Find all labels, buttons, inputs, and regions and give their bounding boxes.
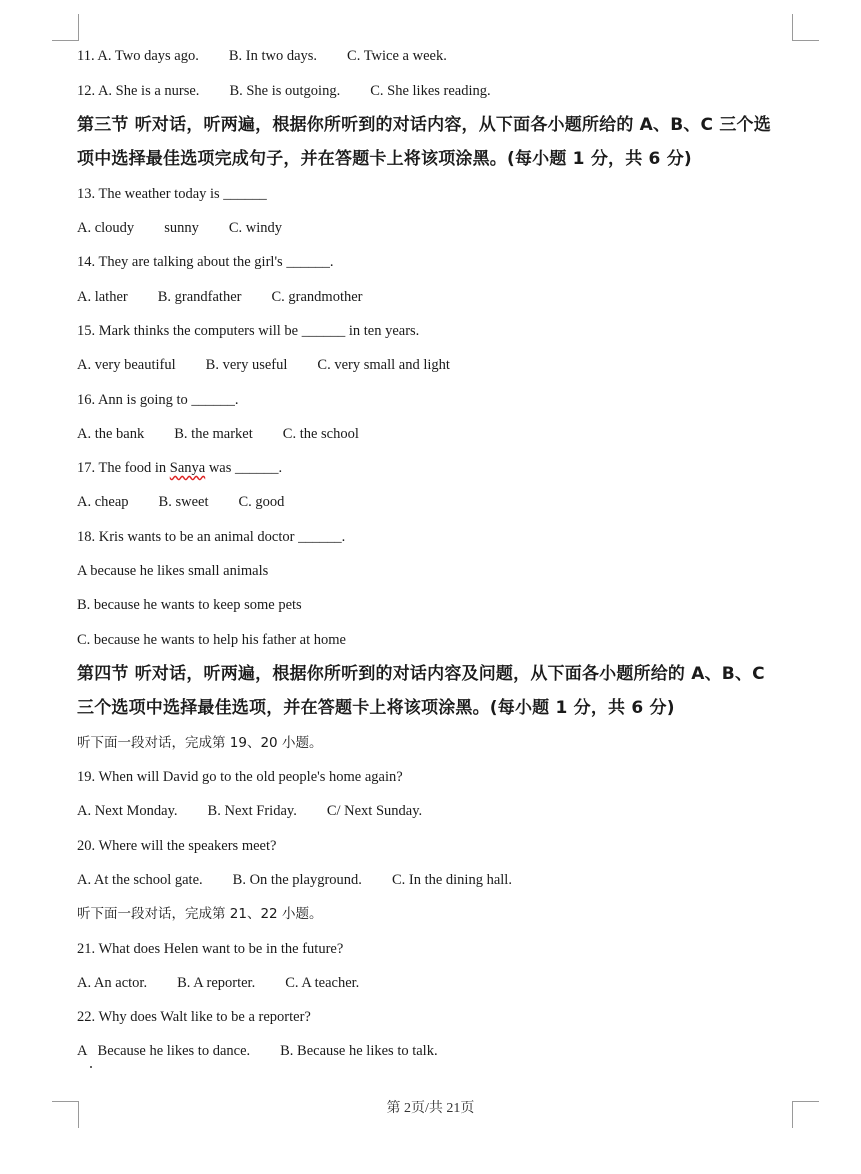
- q17-option-a: A. cheap: [77, 494, 129, 510]
- q22-option-a: A Because he likes to dance.: [77, 1043, 251, 1059]
- q13-option-a: A. cloudy: [77, 220, 135, 236]
- q20-option-b: B. On the playground.: [232, 872, 362, 888]
- section-4-heading-line-2: 三个选项中选择最佳选项，并在答题卡上将该项涂黑。(每小题 1 分，共 6 分): [77, 698, 675, 718]
- question-11: [77, 47, 447, 65]
- q17-option-c: C. good: [238, 494, 285, 510]
- q14-option-a: A. lather: [77, 289, 128, 305]
- q16-option-c: C. the school: [282, 426, 359, 442]
- q15-option-a: A. very beautiful: [77, 357, 176, 373]
- corner-mark-top-left: [52, 14, 79, 41]
- q12-option-b: B. She is outgoing.: [229, 83, 341, 99]
- question-17-stem: [77, 459, 282, 477]
- q12-option-a: 12. A. She is a nurse.: [77, 83, 200, 99]
- q18-option-a: A because he likes small animals: [77, 563, 269, 579]
- q16-option-a: A. the bank: [77, 426, 145, 442]
- q21-option-b: B. A reporter.: [177, 975, 256, 991]
- q17-option-b: B. sweet: [158, 494, 209, 510]
- question-13-stem: 13. The weather today is ______: [77, 186, 267, 202]
- q18-option-b: B. because he wants to keep some pets: [77, 597, 302, 613]
- section-3-heading-line-2: 项中选择最佳选项完成句子，并在答题卡上将该项涂黑。(每小题 1 分，共 6 分): [77, 149, 692, 169]
- q15-option-b: B. very useful: [205, 357, 288, 373]
- q13-option-b: sunny: [164, 220, 199, 236]
- question-14-stem: 14. They are talking about the girl's ______.: [77, 254, 334, 270]
- q16-option-b: B. the market: [174, 426, 253, 442]
- q11-option-a: 11. A. Two days ago.: [77, 48, 199, 64]
- q13-option-c: C. windy: [228, 220, 283, 236]
- question-22-stem: 22. Why does Walt like to be a reporter?: [77, 1009, 311, 1025]
- question-22-options: [77, 1042, 438, 1060]
- question-16-options: [77, 425, 359, 443]
- question-12: [77, 82, 491, 100]
- q21-option-a: A. An actor.: [77, 975, 148, 991]
- section-4-heading-line-1: 第四节 听对话，听两遍，根据你所听到的对话内容及问题，从下面各小题所给的 A、B、C: [77, 664, 765, 684]
- question-15-stem: 15. Mark thinks the computers will be ______ in ten years.: [77, 323, 420, 339]
- q11-option-c: C. Twice a week.: [347, 48, 447, 64]
- corner-mark-top-right: [792, 14, 819, 41]
- page-footer: 第 2页/共 21页: [386, 1101, 475, 1116]
- question-13-options: [77, 219, 282, 237]
- q19-option-c: C/ Next Sunday.: [326, 803, 423, 819]
- question-17-options: [77, 493, 284, 511]
- q11-option-b: B. In two days.: [228, 48, 318, 64]
- question-20-stem: 20. Where will the speakers meet?: [77, 838, 277, 854]
- q22-option-b: B. Because he likes to talk.: [280, 1043, 438, 1059]
- question-16-stem: 16. Ann is going to ______.: [77, 392, 239, 408]
- question-18-stem: 18. Kris wants to be an animal doctor ______.: [77, 529, 346, 545]
- section-3-heading-line-1: 第三节 听对话，听两遍，根据你所听到的对话内容，从下面各小题所给的 A、B、C 三个选: [77, 115, 771, 135]
- q15-option-c: C. very small and light: [317, 357, 450, 373]
- q18-option-c: C. because he wants to help his father at home: [77, 632, 346, 648]
- stray-dot: [90, 1066, 92, 1068]
- q19-option-a: A. Next Monday.: [77, 803, 178, 819]
- question-19-stem: 19. When will David go to the old people's home again?: [77, 769, 403, 785]
- intro-21-22: 听下面一段对话，完成第 21、22 小题。: [77, 906, 323, 922]
- question-21-stem: 21. What does Helen want to be in the future?: [77, 941, 344, 957]
- q17-spellcheck-word: Sanya: [169, 460, 206, 476]
- question-15-options: [77, 356, 450, 374]
- q17-stem-end: was ______.: [205, 460, 283, 476]
- q20-option-c: C. In the dining hall.: [391, 872, 512, 888]
- question-20-options: [77, 871, 512, 889]
- intro-19-20: 听下面一段对话，完成第 19、20 小题。: [77, 735, 323, 751]
- q14-option-b: B. grandfather: [157, 289, 242, 305]
- q12-option-c: C. She likes reading.: [370, 83, 491, 99]
- question-21-options: [77, 974, 359, 992]
- q21-option-c: C. A teacher.: [285, 975, 360, 991]
- question-19-options: [77, 802, 422, 820]
- q14-option-c: C. grandmother: [271, 289, 363, 305]
- q20-option-a: A. At the school gate.: [77, 872, 203, 888]
- q19-option-b: B. Next Friday.: [207, 803, 297, 819]
- q17-stem-start: 17. The food in: [77, 460, 170, 476]
- question-14-options: [77, 288, 363, 306]
